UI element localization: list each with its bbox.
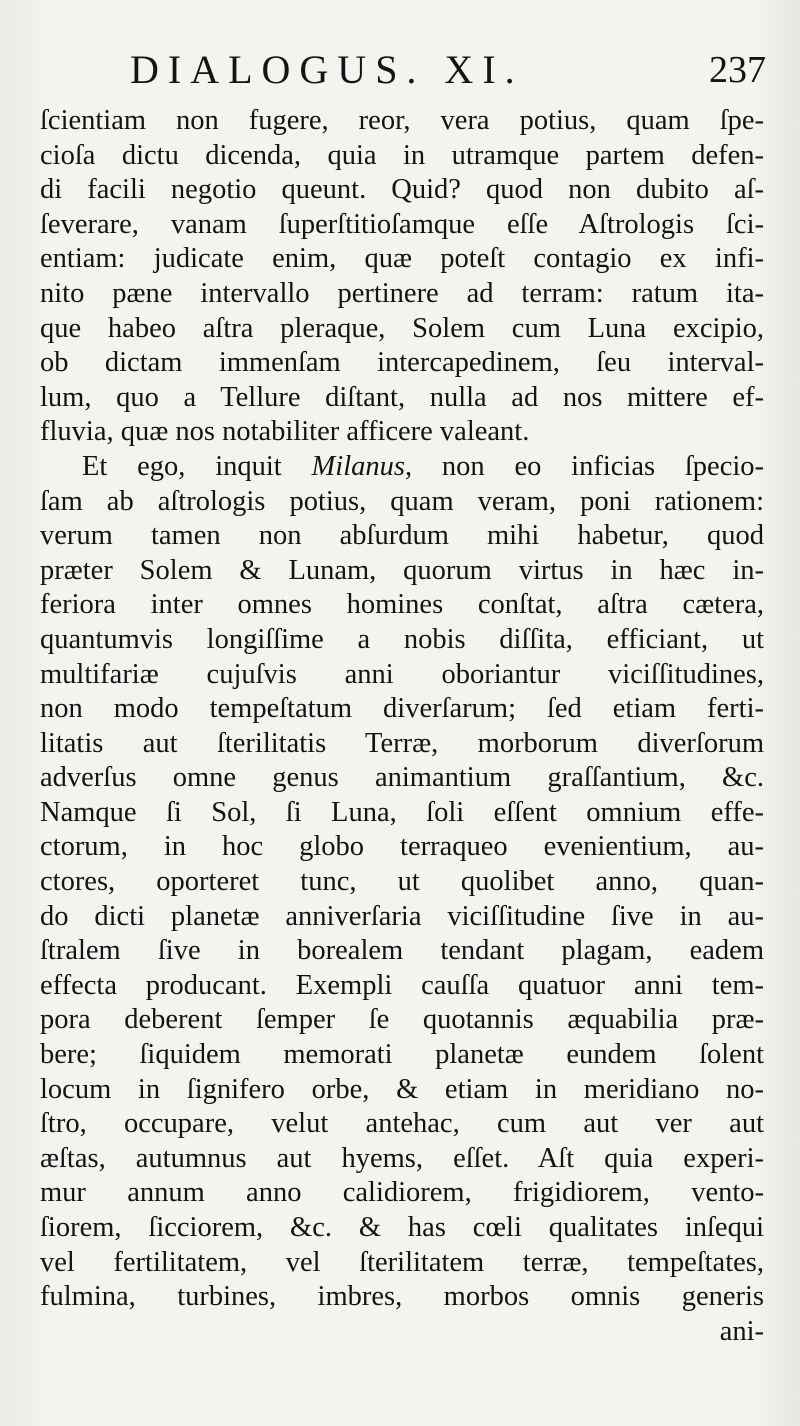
catchword: ani- — [719, 1315, 764, 1347]
text-line: mur annum anno calidiorem, frigidiorem, vento- — [40, 1177, 764, 1209]
text-line: feriora inter omnes homines conſtat, aſtra cætera, — [40, 589, 764, 621]
text-line: verum tamen non abſurdum mihi habetur, quod — [40, 520, 764, 552]
text-line: nito pæne intervallo pertinere ad terram: ratum ita- — [40, 277, 764, 309]
text-line: effecta producant. Exempli cauſſa quatuor anni tem- — [40, 969, 764, 1001]
text-line: entiam: judicate enim, quæ poteſt contagio ex infi- — [40, 243, 764, 275]
text-line: ſcientiam non fugere, reor, vera potius, quam ſpe- — [40, 105, 764, 136]
text-line: ſam ab aſtrologis potius, quam veram, poni rationem: — [40, 485, 764, 517]
text-line: fluvia, quæ nos notabiliter afficere valeant. — [40, 416, 530, 448]
text-line: ſtro, occupare, velut antehac, cum aut ver aut — [40, 1108, 764, 1140]
text-segment: , non eo inficias ſpecio- — [404, 450, 764, 482]
text-line: ctores, oporteret tunc, ut quolibet anno, quan- — [40, 866, 764, 898]
text-line: pora deberent ſemper ſe quotannis æquabilia præ- — [40, 1004, 764, 1036]
text-line: adverſus omne genus animantium graſſantium, &c. — [40, 762, 764, 794]
running-head — [0, 46, 800, 94]
text-line: lum, quo a Tellure diſtant, nulla ad nos mittere ef- — [40, 381, 764, 413]
text-line: ctorum, in hoc globo terraqueo evenientium, au- — [40, 831, 764, 863]
text-line: quantumvis longiſſime a nobis diſſita, efficiant, ut — [40, 623, 764, 655]
text-line: æſtas, autumnus aut hyems, eſſet. Aſt quia experi- — [40, 1142, 764, 1174]
text-segment: Et ego, inquit — [82, 450, 312, 482]
text-line: ob dictam immenſam intercapedinem, ſeu interval- — [40, 347, 764, 379]
text-line: præter Solem & Lunam, quorum virtus in hæc in- — [40, 554, 764, 586]
text-line: locum in ſignifero orbe, & etiam in meridiano no- — [40, 1073, 764, 1105]
text-line: fulmina, turbines, imbres, morbos omnis generis — [40, 1281, 764, 1313]
text-line: ſtralem ſive in borealem tendant plagam, eadem — [40, 935, 764, 967]
text-line: cioſa dictu dicenda, quia in utramque partem defen- — [40, 139, 764, 171]
text-line: di facili negotio queunt. Quid? quod non dubito aſ- — [40, 174, 764, 206]
text-line: ſiorem, ſicciorem, &c. & has cœli qualitates inſequi — [40, 1212, 764, 1243]
paragraph-first-line — [40, 450, 764, 485]
text-line: litatis aut ſterilitatis Terræ, morborum diverſorum — [40, 727, 764, 759]
text-line: Namque ſi Sol, ſi Luna, ſoli eſſent omnium effe- — [40, 796, 764, 828]
speaker-name: Milanus — [311, 450, 405, 482]
text-line: do dicti planetæ anniverſaria viciſſitudine ſive in au- — [40, 900, 764, 932]
text-line: que habeo aſtra pleraque, Solem cum Luna excipio, — [40, 312, 764, 344]
running-title: DIALOGUS. XI. — [130, 47, 524, 92]
text-line: ſeverare, vanam ſuperſtitioſamque eſſe Aſtrologis ſci- — [40, 208, 764, 240]
text-line: vel fertilitatem, vel ſterilitatem terræ, tempeſtates, — [40, 1246, 764, 1278]
text-line: non modo tempeſtatum diverſarum; ſed etiam ferti- — [40, 693, 764, 725]
text-line: bere; ſiquidem memorati planetæ eundem ſolent — [40, 1039, 764, 1071]
text-line: multifariæ cujuſvis anni oboriantur viciſſitudines, — [40, 658, 764, 690]
body-text — [40, 104, 764, 1349]
page-number: 237 — [709, 49, 766, 91]
